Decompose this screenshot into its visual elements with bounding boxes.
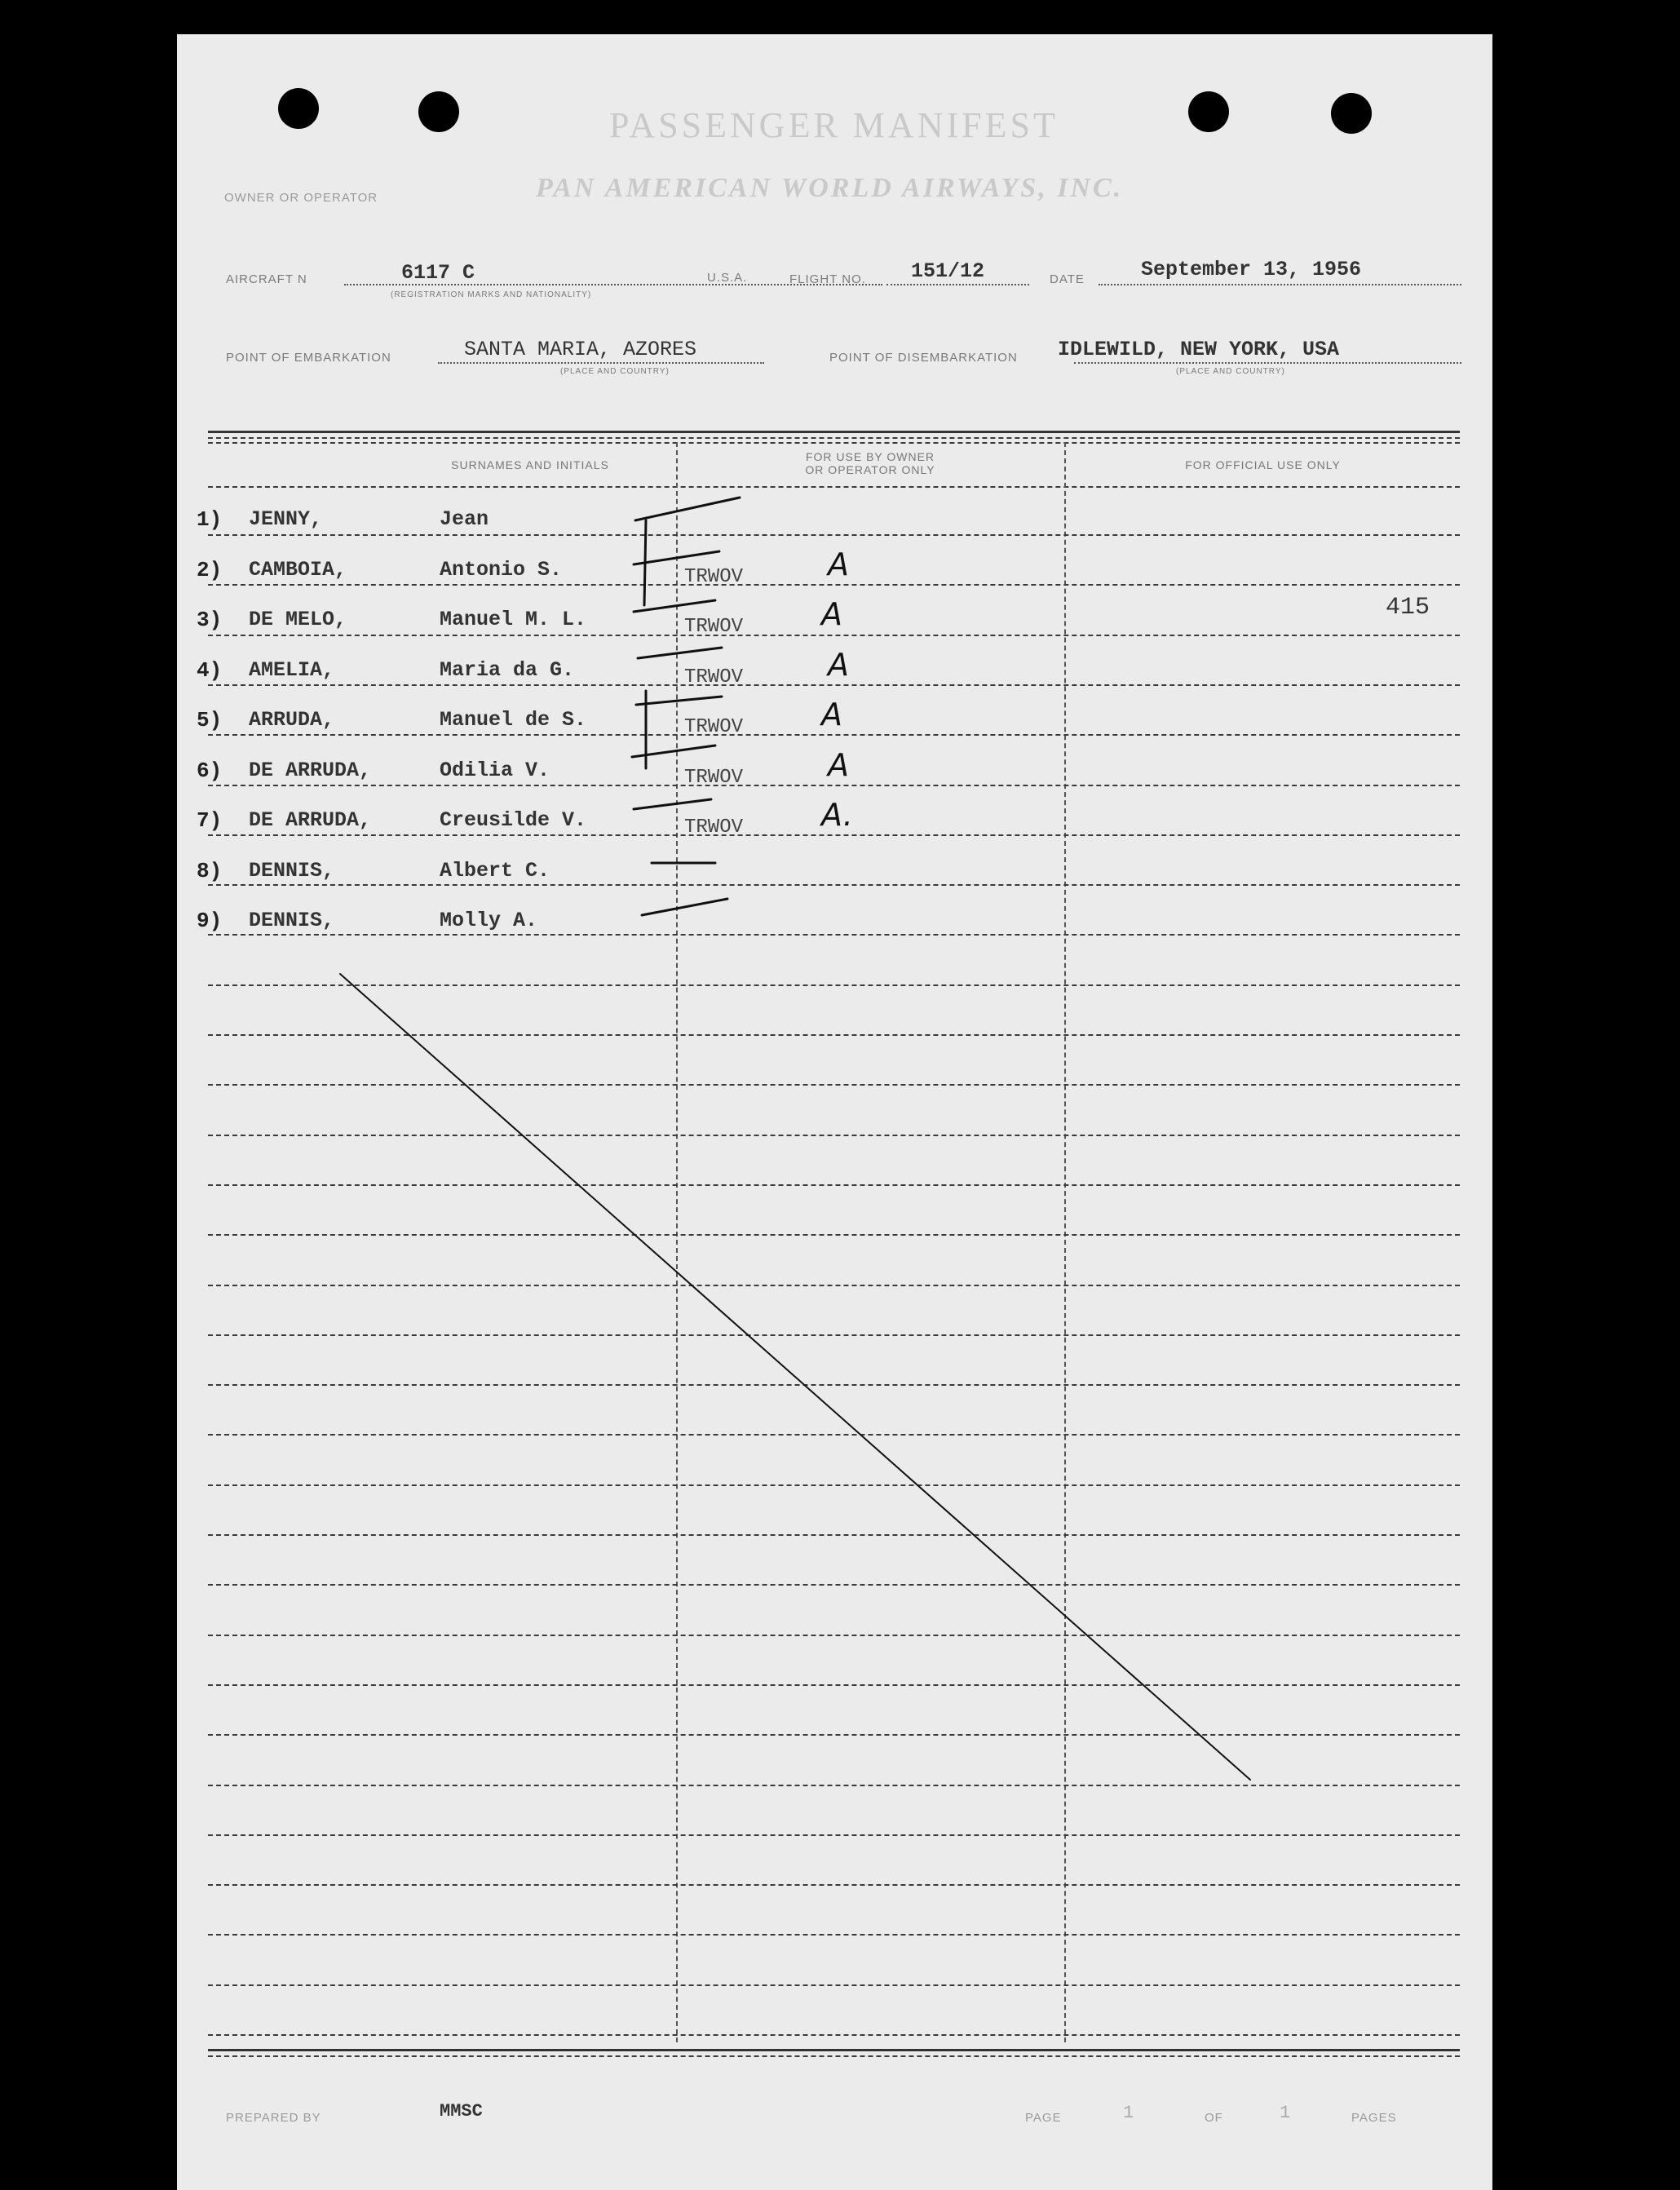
passenger-surname: AMELIA, — [249, 657, 335, 682]
column-header-owner: FOR USE BY OWNER OR OPERATOR ONLY — [805, 450, 935, 476]
passenger-code: TRWOV — [684, 666, 744, 688]
approval-mark: A — [821, 596, 842, 632]
passenger-surname: ARRUDA, — [249, 708, 335, 732]
passenger-surname: JENNY, — [249, 507, 323, 531]
disembarkation-sub: (PLACE AND COUNTRY) — [1176, 367, 1285, 376]
passenger-surname: DENNIS, — [249, 858, 335, 883]
tick-mark — [634, 799, 711, 809]
approval-mark: A — [821, 697, 842, 732]
manifest-sheet — [177, 34, 1492, 2190]
usa-label: U.S.A. — [707, 271, 748, 285]
passenger-number: 7) — [197, 808, 223, 833]
passenger-initials: Odilia V. — [440, 758, 550, 782]
aircraft-number: 6117 C — [401, 261, 475, 285]
passenger-surname: DENNIS, — [249, 909, 335, 932]
passenger-surname: DE ARRUDA, — [249, 758, 372, 782]
stamp-number: 415 — [1386, 594, 1430, 622]
embarkation-sub: (PLACE AND COUNTRY) — [560, 367, 670, 376]
owner-label: OWNER OR OPERATOR — [224, 191, 378, 205]
tick-mark — [642, 899, 727, 915]
tick-mark — [635, 498, 740, 520]
passenger-code: TRWOV — [684, 766, 744, 789]
disembarkation-value: IDLEWILD, NEW YORK, USA — [1058, 338, 1340, 361]
passenger-number: 5) — [197, 708, 223, 732]
of-value: 1 — [1280, 2103, 1291, 2123]
column-header-names: SURNAMES AND INITIALS — [451, 458, 609, 471]
passenger-initials: Molly A. — [440, 909, 538, 932]
passenger-code: TRWOV — [684, 716, 744, 738]
page-label: PAGE — [1025, 2111, 1062, 2125]
passenger-initials: Manuel M. L. — [440, 608, 587, 631]
tick-mark — [634, 551, 719, 564]
passenger-initials: Manuel de S. — [440, 708, 587, 732]
flight-label: FLIGHT NO. — [789, 272, 866, 286]
passenger-code: TRWOV — [684, 816, 744, 838]
approval-mark: A — [828, 646, 849, 683]
tick-mark — [634, 600, 715, 612]
passenger-initials: Creusilde V. — [440, 808, 587, 832]
flight-date: September 13, 1956 — [1141, 258, 1362, 281]
passenger-surname: CAMBOIA, — [249, 557, 347, 582]
embarkation-label: POINT OF EMBARKATION — [226, 351, 391, 365]
pages-label: PAGES — [1351, 2111, 1397, 2125]
passenger-initials: Jean — [440, 507, 489, 531]
passenger-number: 2) — [197, 557, 223, 582]
date-label: DATE — [1050, 272, 1085, 286]
aircraft-label: AIRCRAFT N — [226, 272, 307, 286]
passenger-number: 9) — [197, 909, 223, 933]
page-value: 1 — [1123, 2103, 1134, 2123]
aircraft-sub: (REGISTRATION MARKS AND NATIONALITY) — [391, 290, 592, 299]
flight-number: 151/12 — [911, 259, 985, 283]
column-header-official: FOR OFFICIAL USE ONLY — [1185, 458, 1341, 471]
passenger-number: 6) — [197, 758, 223, 783]
form-title: PASSENGER MANIFEST — [609, 105, 1059, 145]
approval-mark: A. — [821, 797, 853, 833]
operator-name: PAN AMERICAN WORLD AIRWAYS, INC. — [536, 173, 1124, 203]
tick-mark — [638, 648, 722, 658]
disembarkation-label: POINT OF DISEMBARKATION — [829, 351, 1018, 365]
passenger-number: 8) — [197, 858, 223, 883]
prepared-value: MMSC — [440, 2101, 483, 2121]
cancellation-line — [340, 974, 1250, 1780]
passenger-number: 4) — [197, 657, 223, 683]
prepared-label: PREPARED BY — [226, 2111, 321, 2125]
embarkation-value: SANTA MARIA, AZORES — [464, 338, 697, 361]
passenger-code: TRWOV — [684, 565, 744, 588]
passenger-initials: Maria da G. — [440, 657, 575, 682]
handwritten-marks — [177, 34, 1492, 2190]
approval-mark: A — [828, 546, 849, 582]
tick-mark — [632, 745, 715, 757]
passenger-code: TRWOV — [684, 616, 744, 638]
passenger-number: 3) — [197, 608, 223, 632]
passenger-surname: DE MELO, — [249, 608, 347, 631]
passenger-surname: DE ARRUDA, — [249, 808, 372, 832]
passenger-initials: Antonio S. — [440, 557, 563, 582]
tick-mark — [636, 697, 722, 705]
approval-mark: A — [828, 746, 849, 783]
passenger-number: 1) — [197, 507, 223, 532]
of-label: OF — [1205, 2111, 1223, 2125]
passenger-initials: Albert C. — [440, 858, 550, 883]
